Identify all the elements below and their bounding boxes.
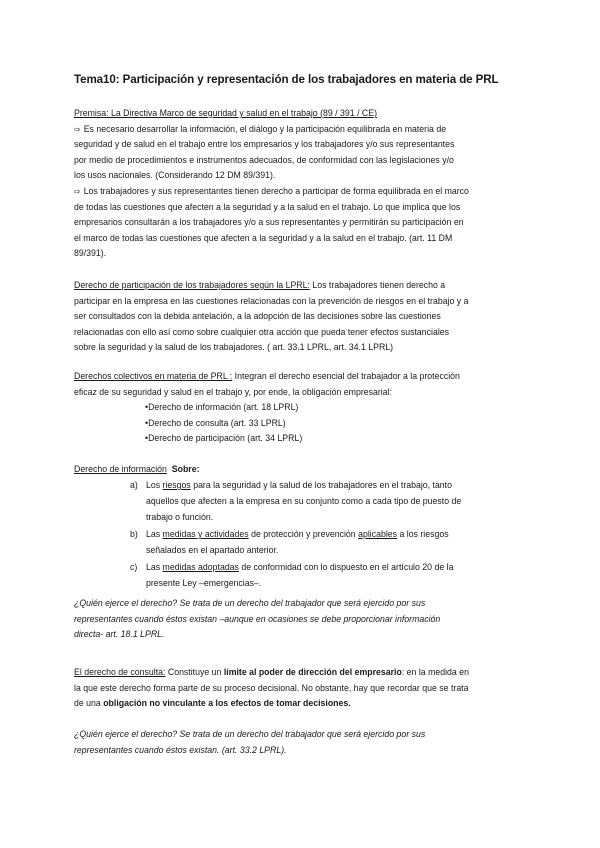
colectivos-section xyxy=(74,369,536,447)
item-text: para la seguridad y la salud de los trabajadores en el trabajo, tanto xyxy=(190,480,452,490)
premisa-line: de todas las cuestiones que afecten a la seguridad y a la salud en el trabajo. Lo que implica que los xyxy=(74,201,461,212)
answer-text: representantes cuando éstos existan. (art. 33.2 LPRL). xyxy=(74,744,287,755)
informacion-heading: Derecho de información xyxy=(74,464,167,474)
premisa-line: empresarios consultarán a los trabajadores y/o a sus representantes y permitirán su participación en xyxy=(74,217,464,228)
consulta-section xyxy=(74,665,536,712)
item-text: Las xyxy=(146,529,163,539)
consulta-text: la que este derecho forma parte de su proceso decisional. No obstante, hay que recordar que se trata xyxy=(74,682,469,693)
item-text: señalados en el apartado anterior. xyxy=(146,545,279,555)
colectivos-line: eficaz de su seguridad y salud en el trabajo y, por ende, la obligación empresarial: xyxy=(74,386,392,397)
premisa-line: por medio de procedimientos e instrumentos adecuados, de conformidad con las legislaciones y/o xyxy=(74,154,454,165)
consulta-heading: El derecho de consulta: xyxy=(74,667,166,677)
answer-text: directa- art. 18.1 LPRL. xyxy=(74,629,165,640)
item-text: de protección y prevención xyxy=(248,529,359,539)
arrow-icon: ⇨ xyxy=(74,124,81,134)
premisa-line: Es necesario desarrollar la información, el diálogo y la participación equilibrada en materia de xyxy=(83,123,447,134)
bullet-item: •Derecho de consulta (art. 33 LPRL) xyxy=(145,417,286,428)
item-underlined: aplicables xyxy=(358,529,398,539)
item-text: Los xyxy=(146,480,163,490)
answer-text: Se trata de un derecho del trabajador que será ejercido por sus xyxy=(177,729,426,739)
consulta-bold: límite al poder de dirección del empresario xyxy=(223,667,402,677)
item-text: trabajo o función. xyxy=(146,512,214,522)
item-underlined: medidas y actividades xyxy=(162,529,249,539)
consulta-text: Constituye un xyxy=(165,667,224,677)
colectivos-heading: Derechos colectivos en materia de PRL : xyxy=(74,371,233,381)
answer-text: representantes cuando éstos existan –aunque en ocasiones se debe proporcionar información xyxy=(74,613,441,624)
bullet-item: •Derecho de participación (art. 34 LPRL) xyxy=(145,433,303,444)
item-text: a los riesgos xyxy=(397,529,449,539)
item-text: presente Ley –emergencias–. xyxy=(146,578,262,588)
informacion-heading-line xyxy=(74,462,536,478)
participacion-section xyxy=(74,278,536,356)
item-underlined: riesgos xyxy=(162,480,191,490)
quien-section-1 xyxy=(74,596,536,643)
colectivos-text: Integran el derecho esencial del trabajador a la protección xyxy=(232,371,460,381)
item-label: a) xyxy=(130,480,138,490)
participacion-line: ser consultados con la debida antelación, a la adopción de las decisiones sobre las cuestiones xyxy=(74,311,441,322)
arrow-icon: ⇨ xyxy=(74,186,81,196)
item-underlined: medidas adoptadas xyxy=(162,562,239,572)
item-text: aquellos que afecten a la empresa en su conjunto como a cada tipo de puesto de xyxy=(146,496,462,506)
page-title: Tema10: Participación y representación de los trabajadores en materia de PRL xyxy=(74,73,499,86)
participacion-line: sobre la seguridad y la salud de los trabajadores. ( art. 33.1 LPRL, art. 34.1 LPRL) xyxy=(74,342,394,353)
premisa-line: Los trabajadores y sus representantes tienen derecho a participar de forma equilibrada en el marco xyxy=(83,185,469,196)
list-item xyxy=(74,560,536,576)
participacion-text: Los trabajadores tienen derecho a xyxy=(309,280,446,290)
item-label: c) xyxy=(130,562,138,572)
premisa-heading: Premisa: La Directiva Marco de seguridad y salud en el trabajo (89 / 391 / CE) xyxy=(74,108,377,118)
participacion-line: participar en la empresa en las cuestiones relacionadas con la prevención de riesgos en el trabajo y a xyxy=(74,295,469,306)
participacion-line: relacionadas con ello así como sobre cualquier otra acción que pueda tener efectos sustanciales xyxy=(74,326,450,337)
item-text: Las xyxy=(146,562,163,572)
question-text: ¿Quién ejerce el derecho? xyxy=(74,598,178,608)
consulta-text: : en la medida en xyxy=(401,667,469,677)
quien-section-2 xyxy=(74,727,536,758)
informacion-sobre: Sobre: xyxy=(171,464,200,474)
premisa-line: el marco de todas las cuestiones que afecten a la seguridad y a la salud en el trabajo. (art. 11 DM xyxy=(74,232,453,243)
answer-text: Se trata de un derecho del trabajador que será ejercido por sus xyxy=(177,598,426,608)
bullet-item: •Derecho de información (art. 18 LPRL) xyxy=(145,402,299,413)
list-item xyxy=(74,478,536,494)
premisa-line: seguridad y de salud en el trabajo entre los empresarios y los trabajadores y/o sus representantes xyxy=(74,139,455,150)
consulta-bold: obligación no vinculante a los efectos de tomar decisiones. xyxy=(103,698,351,709)
list-item xyxy=(74,527,536,543)
item-label: b) xyxy=(130,529,138,539)
consulta-text: de una xyxy=(74,698,104,709)
participacion-heading: Derecho de participación de los trabajadores según la LPRL: xyxy=(74,280,310,290)
premisa-section xyxy=(74,106,536,262)
question-text: ¿Quién ejerce el derecho? xyxy=(74,729,178,739)
premisa-line: 89/391). xyxy=(74,248,107,259)
item-text: de conformidad con lo dispuesto en el artículo 20 de la xyxy=(238,562,454,572)
premisa-line: los usos nacionales. (Considerando 12 DM 89/391). xyxy=(74,170,276,181)
